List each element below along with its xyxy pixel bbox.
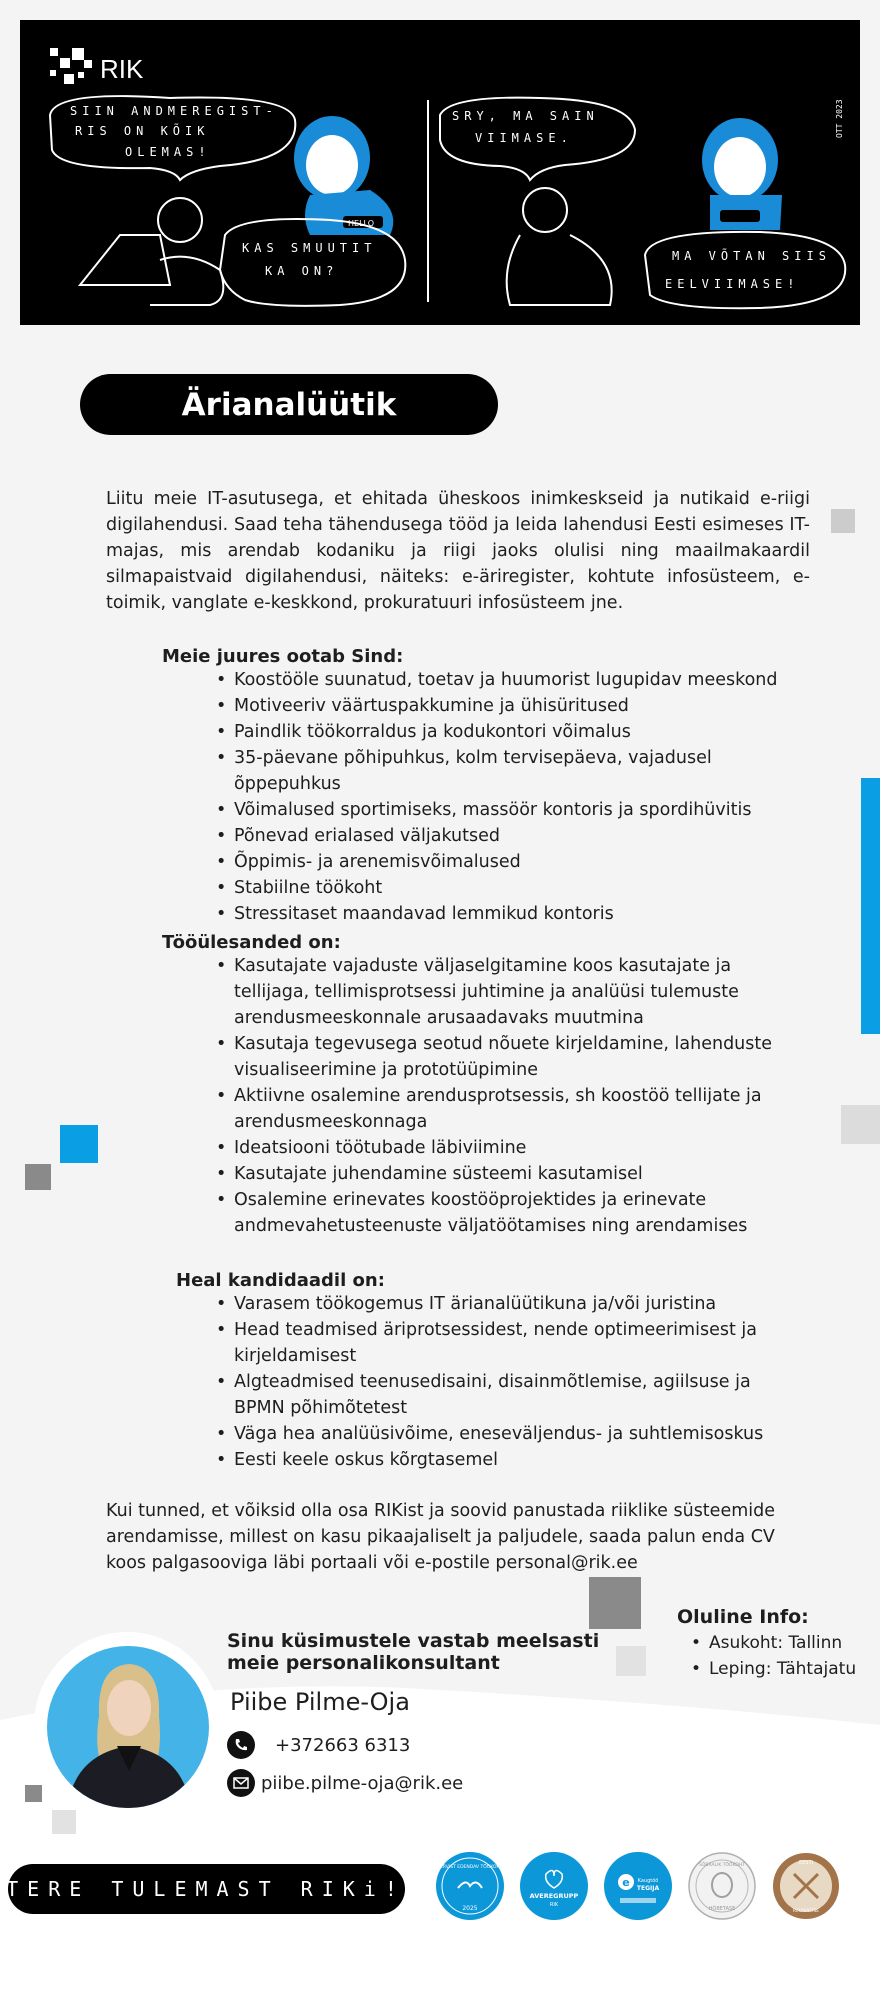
closing-paragraph: Kui tunned, et võiksid olla osa RIKist ja soovid panustada riiklike süsteemide arendamisse, millest on kasu pikaajaliselt ja paljudele, saada palun enda CV koos palgasooviga läbi portaali või e-postile personal@rik.ee bbox=[106, 1501, 775, 1573]
speech-1-line-3: OLEMAS! bbox=[125, 145, 211, 159]
svg-text:TEGIJA: TEGIJA bbox=[636, 1885, 660, 1892]
speech-1-line-1: SIIN ANDMEREGIST- bbox=[70, 104, 278, 118]
offer-list bbox=[212, 667, 822, 927]
avatar bbox=[47, 1646, 209, 1808]
list-item: • Koostööle suunatud, toetav ja huumorist lugupidav meeskond bbox=[212, 667, 822, 693]
offer-section bbox=[162, 646, 822, 927]
list-item: • Stabiilne töökoht bbox=[212, 875, 822, 901]
list-item: • Leping: Tähtajatu bbox=[677, 1656, 856, 1682]
contact-label-line-1: Sinu küsimustele vastab meelsasti bbox=[227, 1630, 600, 1652]
candidate-heading: Heal kandidaadil on: bbox=[176, 1270, 385, 1291]
info-list bbox=[677, 1630, 856, 1682]
list-item: • Motiveeriv väärtuspakkumine ja ühisüritused bbox=[212, 693, 822, 719]
svg-text:TERVIST EDENDAV TÖÖKOHT: TERVIST EDENDAV TÖÖKOHT bbox=[437, 1865, 503, 1870]
vaimse-tervise-badge bbox=[688, 1852, 756, 1920]
svg-text:EESTI: EESTI bbox=[798, 1860, 814, 1866]
svg-text:2025: 2025 bbox=[462, 1905, 478, 1912]
contact-label-line-2: meie personalikonsultant bbox=[227, 1652, 500, 1674]
svg-text:SÕBRALIK TÖÖKOHT: SÕBRALIK TÖÖKOHT bbox=[699, 1863, 745, 1868]
svg-text:Kaugtöö: Kaugtöö bbox=[637, 1878, 659, 1884]
list-item: • Väga hea analüüsivõime, eneseväljendus- ja suhtlemisoskus bbox=[212, 1421, 792, 1447]
offer-heading: Meie juures ootab Sind: bbox=[162, 646, 404, 667]
welcome-pill bbox=[8, 1864, 405, 1914]
person-icon bbox=[47, 1646, 209, 1808]
rik-logo-text: RIK bbox=[100, 54, 144, 84]
avere-grupp-badge bbox=[520, 1852, 588, 1920]
list-item: • Kasutajate juhendamine süsteemi kasutamisel bbox=[212, 1161, 802, 1187]
candidate-section bbox=[176, 1270, 822, 1473]
job-title: Ärianalüütik bbox=[181, 386, 397, 423]
list-item: • Kasutajate vajaduste väljaselgitamine koos kasutajate ja tellijaga, tellimisprotsessi juhtimine ja analüüsi tulemuste arendusmeeskonnale arusaadavaks muutmina bbox=[212, 953, 802, 1031]
decor-square bbox=[589, 1577, 641, 1629]
welcome-lettering bbox=[8, 1864, 405, 1914]
speech-3-line-2: VIIMASE. bbox=[475, 131, 573, 145]
speech-4-line-1: MA VÕTAN SIIS bbox=[672, 249, 831, 263]
list-item: • Põnevad erialased väljakutsed bbox=[212, 823, 822, 849]
list-item: • Ideatsiooni töötubade läbiviimine bbox=[212, 1135, 802, 1161]
list-item: • Eesti keele oskus kõrgtasemel bbox=[212, 1447, 792, 1473]
svg-text:RIIGIKAITSE: RIIGIKAITSE bbox=[792, 1909, 820, 1914]
list-item: • 35-päevane põhipuhkus, kolm tervisepäeva, vajadusel õppepuhkus bbox=[212, 745, 822, 797]
tasks-section bbox=[162, 932, 822, 1239]
intro-paragraph: Liitu meie IT-asutusega, et ehitada üheskoos inimkeskseid ja nutikaid e-riigi digilahendusi. Saad teha tähendusega tööd ja leida lahendusi Eesti esimeses IT-majas, mis arendab kodaniku ja riigi jaoks olulisi ning maailmakaardil silmapaistvaid digilahendusi, näiteks: e-äriregister, kohtute infosüsteem, e-toimik, vanglate e-keskkond, prokuratuuri infosüsteem jne. bbox=[106, 489, 810, 613]
list-item: • Kasutaja tegevusega seotud nõuete kirjeldamine, lahenduste visualiseerimine ja prototüüpimine bbox=[212, 1031, 802, 1083]
decor-blue-bar bbox=[861, 778, 880, 1034]
list-item: • Aktiivne osalemine arendusprotsessis, sh koostöö tellijate ja arendusmeeskonnaga bbox=[212, 1083, 802, 1135]
tasks-list bbox=[212, 953, 802, 1239]
decor-square-blue bbox=[60, 1125, 98, 1163]
list-item: • Asukoht: Tallinn bbox=[677, 1630, 856, 1656]
list-item: • Võimalused sportimiseks, massöör kontoris ja spordihüvitis bbox=[212, 797, 822, 823]
welcome-text: TERE TULEMAST RIKi! bbox=[8, 1877, 405, 1901]
contact-email-row[interactable] bbox=[227, 1769, 463, 1797]
svg-text:e: e bbox=[622, 1876, 630, 1889]
comic-banner bbox=[20, 20, 860, 325]
contact-phone[interactable]: +372663 6313 bbox=[275, 1734, 411, 1756]
kaugtoo-tegija-badge bbox=[604, 1852, 672, 1920]
rik-logo-icon bbox=[50, 48, 92, 84]
job-title-pill bbox=[80, 374, 498, 435]
shirt-text: HELLO bbox=[348, 219, 374, 228]
info-box bbox=[677, 1606, 856, 1682]
mail-icon bbox=[227, 1769, 255, 1797]
list-item: • Algteadmised teenusedisaini, disainmõtlemise, agiilsuse ja BPMN põhimõtetest bbox=[212, 1369, 792, 1421]
contact-phone-row[interactable] bbox=[227, 1731, 410, 1759]
tervist-edendav-tookoht-badge bbox=[436, 1852, 504, 1920]
list-item: • Head teadmised äriprotsessidest, nende optimeerimisest ja kirjeldamisest bbox=[212, 1317, 792, 1369]
phone-icon bbox=[227, 1731, 255, 1759]
speech-4-line-2: EELVIIMASE! bbox=[665, 277, 800, 291]
decor-square bbox=[52, 1810, 76, 1834]
svg-text:RIK: RIK bbox=[549, 1902, 559, 1908]
speech-2-line-1: KAS SMUUTIT bbox=[242, 241, 377, 255]
contact-email[interactable]: piibe.pilme-oja@rik.ee bbox=[261, 1772, 464, 1794]
decor-square bbox=[25, 1785, 42, 1802]
tasks-heading: Tööülesanded on: bbox=[162, 932, 341, 953]
svg-text:HÕBETASE: HÕBETASE bbox=[708, 1906, 736, 1912]
info-heading: Oluline Info: bbox=[677, 1606, 809, 1628]
speech-2-line-2: KA ON? bbox=[265, 264, 339, 278]
decor-square bbox=[25, 1164, 51, 1190]
list-item: • Stressitaset maandavad lemmikud kontoris bbox=[212, 901, 822, 927]
speech-1-line-2: RIS ON KÕIK bbox=[75, 124, 210, 138]
speech-3-line-1: SRY, MA SAIN bbox=[452, 109, 599, 123]
comic-illustration bbox=[20, 20, 860, 325]
contact-name: Piibe Pilme-Oja bbox=[230, 1688, 410, 1716]
decor-square bbox=[831, 509, 855, 533]
list-item: • Paindlik töökorraldus ja kodukontori võimalus bbox=[212, 719, 822, 745]
riigikaitse-badge bbox=[772, 1852, 840, 1920]
list-item: • Õppimis- ja arenemisvõimalused bbox=[212, 849, 822, 875]
candidate-list bbox=[212, 1291, 792, 1473]
comic-signature: OTT 2023 bbox=[835, 99, 844, 138]
contact-label bbox=[227, 1630, 607, 1674]
list-item: • Osalemine erinevates koostööprojektides ja erinevate andmevahetusteenuste väljatöötamises ning arendamises bbox=[212, 1187, 802, 1239]
svg-text:AVEREGRUPP: AVEREGRUPP bbox=[529, 1892, 579, 1900]
decor-square bbox=[841, 1105, 880, 1144]
list-item: • Varasem töökogemus IT ärianalüütikuna ja/või juristina bbox=[212, 1291, 792, 1317]
